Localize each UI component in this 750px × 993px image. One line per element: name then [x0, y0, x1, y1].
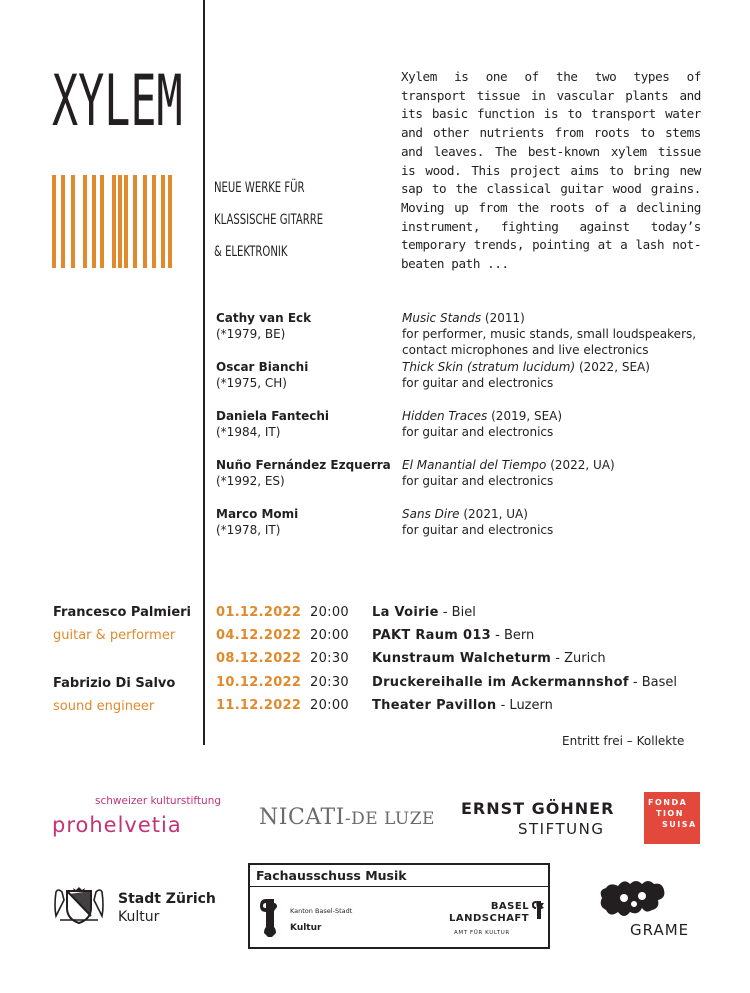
composer-info: (*1984, IT) [216, 425, 281, 439]
fachausschuss-title: Fachausschuss Musik [250, 865, 548, 887]
logo-bar [118, 175, 122, 268]
concert-date: 08.12.2022 [216, 651, 302, 667]
stadt-zuerich-name: Stadt Zürich [118, 891, 216, 907]
table-row [216, 650, 716, 673]
piece-desc: for performer, music stands, small loudspeakers, [402, 327, 697, 341]
composer-name: Oscar Bianchi [216, 360, 309, 374]
grame-name: GRAME [630, 921, 690, 939]
piece-desc: contact microphones and live electronics [402, 343, 649, 357]
composer-name: Nuño Fernández Ezquerra [216, 458, 391, 472]
performer-name: Fabrizio Di Salvo [53, 676, 176, 691]
basel-landschaft-line-2: LANDSCHAFT [449, 913, 530, 924]
concert-venue: Kunstraum Walcheturm [372, 651, 552, 667]
composer-name: Marco Momi [216, 507, 299, 521]
piece-meta: (2011) [481, 311, 525, 325]
performer-1 [53, 604, 191, 645]
prohelvetia-tagline: schweizer kulturstiftung [95, 795, 222, 807]
subtitle [214, 172, 323, 268]
ernst-goehner-stiftung: STIFTUNG [518, 820, 605, 838]
logo-xylem-word: XYLEM [52, 60, 183, 142]
logo-bar [124, 175, 128, 268]
concert-date: 11.12.2022 [216, 697, 302, 713]
logo-bar [100, 175, 104, 268]
concert-time: 20:00 [310, 697, 349, 713]
suisa-line-3: SUISA [662, 820, 697, 829]
stadt-zuerich-text [118, 890, 216, 926]
concert-city: - Zurich [551, 651, 606, 667]
prohelvetia-logo: prohelvetia [52, 813, 182, 837]
piece-title: Sans Dire [402, 507, 460, 521]
basel-landschaft-line-1: BASEL [490, 901, 530, 912]
logo-bar [168, 175, 172, 268]
performer-role: guitar & performer [53, 628, 176, 643]
logo-bar [83, 175, 87, 268]
piece-meta: (2022, SEA) [575, 360, 650, 374]
logo-bar [52, 175, 56, 268]
basel-stadt-kultur: Kultur [290, 923, 322, 933]
concert-venue: Druckereihalle im Ackermannshof [372, 674, 629, 690]
vertical-divider [203, 0, 205, 745]
table-row [216, 627, 716, 650]
table-row [216, 674, 716, 697]
concert-date: 04.12.2022 [216, 628, 302, 644]
concert-city: - Bern [491, 628, 535, 644]
piece-title: Hidden Traces [402, 409, 488, 423]
logo-bar [61, 175, 65, 268]
concert-date: 01.12.2022 [216, 605, 302, 620]
list-item [216, 310, 706, 359]
amt-fuer-kultur: AMT FÜR KULTUR [454, 930, 510, 936]
composer-info: (*1992, ES) [216, 474, 285, 488]
ernst-goehner-name: ERNST GÖHNER [461, 799, 615, 818]
table-row [216, 604, 716, 627]
composer-info: (*1979, BE) [216, 327, 286, 341]
logo-bar [161, 175, 165, 268]
concert-time: 20:30 [310, 651, 349, 667]
suisa-line-1: FONDA [648, 798, 688, 807]
concert-date: 10.12.2022 [216, 674, 302, 690]
subtitle-line-3: & ELEKTRONIK [214, 244, 288, 260]
concert-city: - Basel [628, 674, 678, 690]
concert-city: - Biel [438, 605, 476, 620]
piece-desc: for guitar and electronics [402, 474, 554, 488]
basel-staff-icon [258, 897, 282, 941]
zurich-crest-icon [52, 886, 106, 926]
de-luze-name: -DE LUZE [344, 809, 435, 829]
piece-meta: (2019, SEA) [487, 409, 563, 423]
concert-venue: Theater Pavillon [372, 697, 497, 713]
composer-info: (*1978, IT) [216, 523, 281, 537]
performer-2 [53, 675, 175, 716]
piece-title: Thick Skin (stratum lucidum) [402, 360, 576, 374]
concert-dates [216, 604, 716, 720]
list-item [216, 457, 706, 506]
intro-paragraph: Xylem is one of the two types of transport tissue in vascular plants and its basic function is to transport water and other nutrients from roots to stems and leaves. The best-known xylem tissue is wood. This project aims to bring new sap to the classical guitar wood grains. Moving up from the roots of a declining instrument, fighting against today’s temporary trends, pointing at a lash not-beaten path ... [401, 69, 701, 272]
stadt-zuerich-kultur: Kultur [118, 909, 160, 925]
logo-bar [152, 175, 156, 268]
nicati-de-luze-logo [259, 805, 435, 830]
piece-title: El Manantial del Tiempo [402, 458, 547, 472]
logo-bar [143, 175, 147, 268]
entry-note: Entritt frei – Kollekte [562, 734, 685, 748]
logo-bar [71, 175, 75, 268]
suisa-line-2: TION [656, 809, 684, 818]
piece-meta: (2022, UA) [546, 458, 615, 472]
composer-name: Daniela Fantechi [216, 409, 330, 423]
concert-venue: PAKT Raum 013 [372, 628, 492, 644]
subtitle-line-2: KLASSISCHE GITARRE [214, 212, 324, 228]
basel-landschaft-text [449, 901, 529, 925]
piece-desc: for guitar and electronics [402, 523, 554, 537]
logo-bar [133, 175, 137, 268]
piece-meta: (2021, UA) [459, 507, 528, 521]
piece-desc: for guitar and electronics [402, 425, 554, 439]
grame-logo-icon [598, 878, 668, 922]
concert-time: 20:30 [310, 674, 349, 690]
performer-role: sound engineer [53, 699, 155, 714]
logo-bar [112, 175, 116, 268]
nicati-name: NICATI [259, 805, 345, 830]
logo-orange-bars [52, 175, 172, 268]
concert-city: - Luzern [496, 697, 553, 713]
composer-name: Cathy van Eck [216, 311, 312, 325]
concert-time: 20:00 [310, 628, 349, 644]
fondation-suisa-logo [644, 792, 700, 844]
subtitle-line-1: NEUE WERKE FÜR [214, 180, 305, 196]
concert-venue: La Voirie [372, 605, 439, 620]
table-row [216, 697, 716, 720]
piece-title: Music Stands [402, 311, 482, 325]
fachausschuss-box [248, 863, 550, 949]
composer-info: (*1975, CH) [216, 376, 287, 390]
list-item [216, 506, 706, 555]
logo-bar [92, 175, 96, 268]
basel-stadt-label: Kanton Basel-Stadt [290, 907, 353, 915]
performer-name: Francesco Palmieri [53, 605, 192, 620]
works-list [216, 310, 706, 555]
concert-time: 20:00 [310, 605, 349, 620]
basel-landschaft-staff-icon [532, 899, 546, 921]
piece-desc: for guitar and electronics [402, 376, 554, 390]
list-item [216, 408, 706, 457]
list-item [216, 359, 706, 408]
